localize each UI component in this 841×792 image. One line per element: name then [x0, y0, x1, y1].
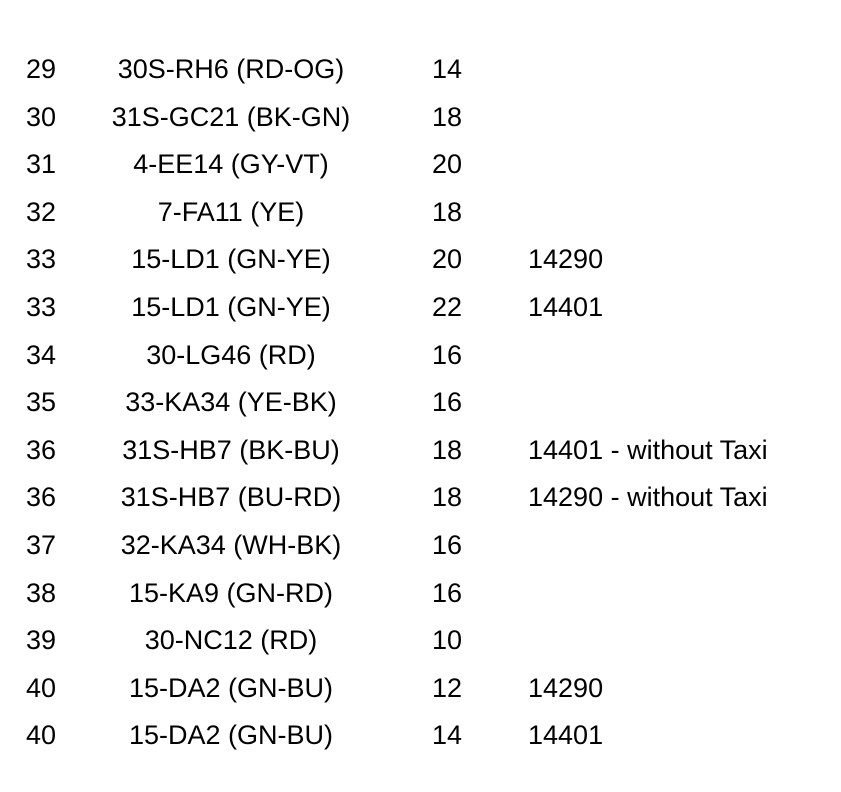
table-row [0, 236, 841, 284]
variant-note: 14401 - without Taxi [528, 434, 768, 465]
row-number: 31 [26, 149, 57, 180]
row-number: 34 [26, 339, 57, 370]
table-row [0, 189, 841, 237]
wire-size: 18 [432, 101, 463, 132]
wire-size: 16 [432, 529, 463, 560]
wire-code: 33-KA34 (YE-BK) [125, 387, 337, 418]
table-row [0, 427, 841, 475]
wire-code: 15-LD1 (GN-YE) [131, 291, 331, 322]
wire-size: 16 [432, 339, 463, 370]
row-number: 32 [26, 196, 57, 227]
variant-note: 14290 [528, 672, 604, 703]
wire-size: 22 [432, 291, 463, 322]
wire-code: 15-LD1 (GN-YE) [131, 244, 331, 275]
table-row [0, 46, 841, 94]
variant-note: 14401 [528, 291, 604, 322]
row-number: 35 [26, 387, 57, 418]
wire-size: 14 [432, 54, 463, 84]
row-number: 33 [26, 291, 57, 322]
table-row [0, 94, 841, 142]
variant-note: 14290 - without Taxi [528, 482, 768, 513]
table-row [0, 474, 841, 522]
wire-size: 16 [432, 577, 463, 608]
table-row [0, 617, 841, 665]
table-row [0, 712, 841, 760]
row-number: 40 [26, 672, 57, 703]
table-row [0, 570, 841, 618]
wire-code: 30S-RH6 (RD-OG) [117, 54, 345, 84]
wire-code: 32-KA34 (WH-BK) [120, 529, 342, 560]
wire-size: 18 [432, 482, 463, 513]
table-row [0, 522, 841, 570]
wire-size: 12 [432, 672, 463, 703]
wire-size: 16 [432, 387, 463, 418]
row-number: 36 [26, 482, 57, 513]
row-number: 29 [26, 54, 57, 84]
wire-code: 7-FA11 (YE) [157, 196, 305, 227]
wire-size: 18 [432, 434, 463, 465]
row-number: 36 [26, 434, 57, 465]
wire-code: 15-DA2 (GN-BU) [128, 672, 334, 703]
wire-code: 15-DA2 (GN-BU) [128, 720, 334, 751]
wire-code: 31S-HB7 (BU-RD) [120, 482, 342, 513]
variant-note: 14290 [528, 244, 604, 275]
table-row [0, 284, 841, 332]
variant-note: 14401 [528, 720, 604, 751]
row-number: 39 [26, 625, 57, 656]
table-row [0, 665, 841, 713]
wire-code: 30-LG46 (RD) [146, 339, 316, 370]
row-number: 37 [26, 529, 57, 560]
wire-code: 15-KA9 (GN-RD) [128, 577, 334, 608]
row-number: 30 [26, 101, 57, 132]
wire-code: 31S-HB7 (BK-BU) [122, 434, 340, 465]
wire-code: 4-EE14 (GY-VT) [133, 149, 329, 180]
wire-size: 10 [432, 625, 463, 656]
row-number: 33 [26, 244, 57, 275]
row-number: 40 [26, 720, 57, 751]
table-row [0, 379, 841, 427]
wire-code: 31S-GC21 (BK-GN) [111, 101, 351, 132]
row-number: 38 [26, 577, 57, 608]
wire-size: 14 [432, 720, 463, 751]
wire-code: 30-NC12 (RD) [144, 625, 318, 656]
wiring-table [0, 46, 841, 760]
wire-size: 20 [432, 149, 463, 180]
wire-size: 18 [432, 196, 463, 227]
table-row [0, 141, 841, 189]
table-row [0, 332, 841, 380]
wire-size: 20 [432, 244, 463, 275]
